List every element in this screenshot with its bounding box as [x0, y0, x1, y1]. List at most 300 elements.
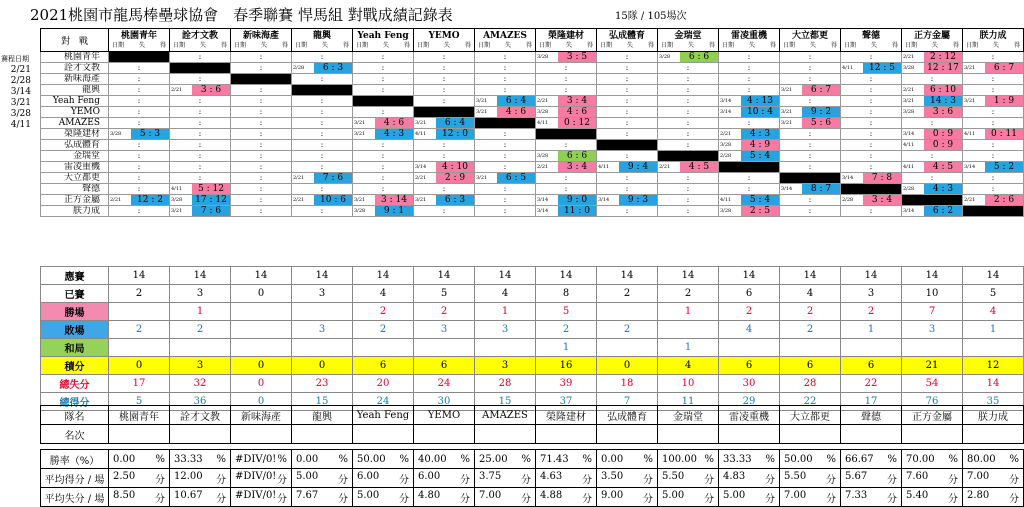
matrix-cell [658, 184, 719, 195]
match-score: 6 : 7 [802, 85, 840, 95]
empty-score: : [930, 74, 934, 83]
stat-value [414, 339, 475, 357]
summary-value-wrap [597, 471, 657, 486]
matrix-cell [963, 129, 1024, 140]
empty-score: : [869, 74, 873, 83]
summary-unit: 分 [582, 474, 592, 486]
sub-label: 日期 [661, 42, 674, 49]
match-date: 4/11 [415, 131, 427, 137]
team-name: 榮隆建材 [547, 31, 584, 41]
empty-score: : [625, 129, 629, 138]
match-score: 5 : 12 [192, 184, 230, 194]
stat-value: 6 [841, 357, 902, 375]
team-name-cell: 朕力成 [963, 406, 1024, 425]
matrix-corner-label: 對 戰 [41, 29, 109, 52]
matrix-cell [170, 129, 231, 140]
summary-row [41, 469, 1024, 488]
match-score: 4 : 10 [436, 162, 474, 172]
match-score: 7 : 8 [863, 173, 901, 183]
sub-label: 日期 [966, 42, 979, 49]
empty-score: : [686, 96, 690, 105]
match-date: 4/11 [537, 120, 549, 126]
stat-value [170, 339, 231, 357]
matrix-cell [780, 74, 841, 85]
summary-value [231, 469, 292, 488]
summary-value-wrap [170, 454, 230, 465]
empty-score: : [686, 140, 690, 149]
matrix-cell [536, 74, 597, 85]
summary-value-wrap [719, 454, 779, 465]
summary-number: 50.00 [784, 453, 813, 465]
empty-score: : [381, 85, 385, 94]
sub-label: 失 [565, 42, 572, 49]
sub-label: 失 [626, 42, 633, 49]
empty-score: : [503, 206, 507, 215]
rank-cell [170, 425, 231, 444]
empty-score: : [320, 74, 324, 83]
stat-value [475, 339, 536, 357]
summary-value-wrap [902, 454, 962, 465]
sub-label: 日期 [600, 42, 613, 49]
stat-value: 30 [414, 393, 475, 411]
match-score: 5 : 2 [985, 162, 1023, 172]
matrix-cell [719, 173, 780, 184]
stat-value: 5 [963, 285, 1024, 303]
matrix-cell [475, 96, 536, 107]
empty-score: : [564, 184, 568, 193]
empty-score: : [991, 85, 995, 94]
match-date: 4/11 [903, 164, 915, 170]
empty-score: : [442, 52, 446, 61]
stat-value: 3 [841, 285, 902, 303]
summary-value [841, 450, 902, 469]
match-date: 3/14 [720, 109, 732, 115]
date-item: 3/28 [10, 109, 31, 119]
empty-score: : [259, 184, 263, 193]
empty-score: : [381, 173, 385, 182]
team-name: 龍興 [312, 31, 331, 41]
score-cell [780, 184, 840, 194]
match-date: 3/28 [903, 65, 915, 71]
team-row-label: YEMO [41, 107, 109, 118]
score-cell [536, 162, 596, 172]
team-name-cell: 雷凌重機 [719, 406, 780, 425]
score-cell [963, 96, 1023, 106]
team-name-label: 隊名 [41, 406, 109, 425]
team-name: 新味海產 [242, 31, 279, 41]
sub-label: 日期 [722, 42, 735, 49]
empty-score: : [320, 107, 324, 116]
match-score: 4 : 9 [741, 140, 779, 150]
stat-value: 14 [963, 267, 1024, 285]
summary-unit: 分 [765, 493, 775, 505]
stat-value: 28 [780, 375, 841, 393]
stat-value: 14 [231, 267, 292, 285]
stat-value: 4 [658, 357, 719, 375]
summary-unit: % [155, 453, 165, 465]
empty-score: : [259, 129, 263, 138]
matrix-cell [841, 173, 902, 184]
matrix-cell [841, 162, 902, 173]
matrix-cell [292, 151, 353, 162]
stat-value [597, 339, 658, 357]
summary-unit: % [521, 453, 531, 465]
matrix-cell [597, 107, 658, 118]
score-cell [902, 184, 962, 194]
matrix-row [41, 173, 1024, 184]
matrix-cell [414, 140, 475, 151]
team-name: 正方金屬 [913, 31, 950, 41]
matrix-cell [658, 173, 719, 184]
score-cell [963, 63, 1023, 73]
matrix-cell [536, 96, 597, 107]
matrix-cell [719, 85, 780, 96]
empty-score: : [381, 63, 385, 72]
team-name-cell: 龍興 [292, 406, 353, 425]
self-match-cell [292, 85, 353, 96]
match-date: 3/14 [537, 208, 549, 214]
stat-value: 4 [475, 285, 536, 303]
matrix-row [41, 140, 1024, 151]
empty-score: : [503, 195, 507, 204]
matrix-cell [353, 52, 414, 63]
match-score: 0 : 9 [924, 129, 962, 139]
stat-value: 0 [231, 375, 292, 393]
matrix-cell [963, 195, 1024, 206]
score-cell [780, 107, 840, 117]
summary-value-wrap [536, 454, 596, 465]
matrix-cell [719, 184, 780, 195]
empty-score: : [869, 206, 873, 215]
sub-labels [719, 42, 779, 50]
matrix-cell [170, 206, 231, 217]
self-match-cell [414, 107, 475, 118]
summary-unit: % [887, 453, 897, 465]
summary-number: 0.00 [296, 453, 319, 465]
team-column-header [414, 29, 475, 52]
match-date: 2/21 [110, 197, 122, 203]
sub-label: 日期 [539, 42, 552, 49]
matrix-cell [841, 129, 902, 140]
score-cell [353, 118, 413, 128]
summary-unit: 分 [948, 474, 958, 486]
stat-value: 5 [414, 285, 475, 303]
self-match-cell [353, 96, 414, 107]
stat-value: 2 [109, 285, 170, 303]
empty-score: : [747, 173, 751, 182]
team-name-cell: 金瑞堂 [658, 406, 719, 425]
sub-labels [414, 42, 474, 50]
summary-unit: % [1009, 453, 1019, 465]
match-date: 2/21 [720, 131, 732, 137]
team-name-cell: Yeah Feng [353, 406, 414, 425]
match-score: 6 : 5 [497, 173, 535, 183]
stat-value: 14 [658, 267, 719, 285]
matrix-cell [353, 118, 414, 129]
stat-label: 和局 [41, 339, 109, 357]
matrix-cell [902, 63, 963, 74]
summary-count: 15隊 / 105場次 [615, 11, 687, 22]
stat-value [353, 339, 414, 357]
empty-score: : [808, 74, 812, 83]
empty-score: : [625, 63, 629, 72]
stat-value: 14 [963, 375, 1024, 393]
matrix-cell [475, 129, 536, 140]
stat-value: 2 [414, 303, 475, 321]
matrix-cell [170, 85, 231, 96]
stat-value: 54 [902, 375, 963, 393]
summary-value-wrap [963, 471, 1023, 486]
matrix-cell [292, 184, 353, 195]
matrix-cell [902, 151, 963, 162]
sub-label: 得 [159, 42, 166, 49]
match-score: 6 : 10 [924, 85, 962, 95]
empty-score: : [808, 96, 812, 105]
sub-label: 失 [992, 42, 999, 49]
empty-score: : [747, 184, 751, 193]
matrix-cell [597, 151, 658, 162]
matrix-cell [170, 74, 231, 85]
summary-value-wrap [231, 490, 291, 505]
summary-value [780, 450, 841, 469]
match-score: 0 : 11 [985, 129, 1023, 139]
summary-value-wrap [353, 471, 413, 486]
matrix-cell [841, 52, 902, 63]
empty-score: : [137, 96, 141, 105]
match-date: 2/21 [537, 98, 549, 104]
summary-number: 5.50 [662, 470, 685, 482]
summary-number: 5.67 [845, 470, 868, 482]
stat-value: 12 [963, 357, 1024, 375]
date-item: 2/28 [10, 76, 31, 86]
summary-value-wrap [353, 490, 413, 505]
stat-value: 20 [353, 375, 414, 393]
match-date: 3/28 [354, 208, 366, 214]
sub-label: 日期 [234, 42, 247, 49]
summary-unit: 分 [887, 474, 897, 486]
matrix-cell [902, 206, 963, 217]
match-score: 4 : 6 [375, 118, 413, 128]
team-column-header [536, 29, 597, 52]
sub-label: 得 [708, 42, 715, 49]
matrix-cell [231, 195, 292, 206]
stat-value [963, 339, 1024, 357]
empty-score: : [625, 184, 629, 193]
summary-value [475, 450, 536, 469]
stat-value: 10 [658, 375, 719, 393]
sub-label: 失 [443, 42, 450, 49]
stat-value: 23 [292, 375, 353, 393]
team-column-header [475, 29, 536, 52]
empty-score: : [686, 85, 690, 94]
matrix-cell [414, 52, 475, 63]
empty-score: : [869, 129, 873, 138]
empty-score: : [808, 140, 812, 149]
matrix-cell [292, 74, 353, 85]
stat-value: 3 [902, 321, 963, 339]
matrix-cell [353, 162, 414, 173]
summary-value-wrap [719, 490, 779, 505]
sub-label: 失 [504, 42, 511, 49]
match-date: 3/21 [415, 120, 427, 126]
sub-label: 得 [769, 42, 776, 49]
empty-score: : [625, 85, 629, 94]
score-cell [475, 173, 535, 183]
matrix-cell [719, 151, 780, 162]
matrix-cell [231, 151, 292, 162]
match-date: 3/21 [964, 98, 976, 104]
stat-value: 1 [963, 321, 1024, 339]
matrix-row [41, 107, 1024, 118]
matrix-cell [536, 52, 597, 63]
match-score: 4 : 6 [497, 107, 535, 117]
stat-value: 4 [719, 321, 780, 339]
score-cell [536, 151, 596, 161]
summary-number: #DIV/0! [235, 453, 277, 465]
score-cell [902, 63, 962, 73]
matrix-cell [780, 129, 841, 140]
sub-label: 得 [647, 42, 654, 49]
empty-score: : [442, 74, 446, 83]
matrix-cell [353, 63, 414, 74]
score-cell [963, 162, 1023, 172]
empty-score: : [686, 184, 690, 193]
summary-value-wrap [109, 471, 169, 486]
team-column-header [231, 29, 292, 52]
matrix-cell [841, 140, 902, 151]
summary-number: 3.50 [601, 470, 624, 482]
matrix-cell [780, 151, 841, 162]
match-score: 12 : 2 [131, 195, 169, 205]
matrix-cell [292, 52, 353, 63]
matrix-row [41, 184, 1024, 195]
matrix-cell [231, 184, 292, 195]
sub-labels [231, 42, 291, 50]
empty-score: : [259, 118, 263, 127]
empty-score: : [320, 118, 324, 127]
summary-value [414, 450, 475, 469]
dates-header: 賽程日期 [1, 55, 29, 63]
summary-number: 6.00 [357, 470, 380, 482]
summary-value-wrap [536, 471, 596, 486]
summary-value-wrap [292, 454, 352, 465]
empty-score: : [442, 184, 446, 193]
matrix-cell [597, 63, 658, 74]
matrix-cell [353, 195, 414, 206]
summary-unit: 分 [887, 493, 897, 505]
team-name-cell: 新味海產 [231, 406, 292, 425]
empty-score: : [564, 85, 568, 94]
matrix-cell [414, 118, 475, 129]
self-match-cell [170, 63, 231, 74]
rank-row [41, 425, 1024, 444]
empty-score: : [625, 52, 629, 61]
empty-score: : [625, 173, 629, 182]
match-score: 6 : 3 [436, 195, 474, 205]
matrix-cell [292, 118, 353, 129]
stat-row [41, 303, 1024, 321]
match-date: 3/21 [903, 98, 915, 104]
match-score: 5 : 3 [131, 129, 169, 139]
stat-value: 14 [414, 267, 475, 285]
match-date: 3/21 [354, 197, 366, 203]
matrix-cell [780, 63, 841, 74]
team-column-header [292, 29, 353, 52]
matrix-cell [475, 151, 536, 162]
matrix-cell [292, 107, 353, 118]
summary-label: 平均失分 / 場 [41, 488, 109, 507]
page-title: 2021桃園市龍馬棒壘球協會 春季聯賽 悍馬組 對戰成績記錄表 [30, 6, 453, 24]
score-cell [353, 129, 413, 139]
empty-score: : [442, 96, 446, 105]
empty-score: : [625, 107, 629, 116]
stat-value [658, 321, 719, 339]
score-cell [902, 52, 962, 62]
stat-label: 已賽 [41, 285, 109, 303]
summary-value-wrap [292, 471, 352, 486]
summary-value [353, 469, 414, 488]
match-score: 9 : 4 [619, 162, 657, 172]
matrix-cell [231, 129, 292, 140]
summary-number: 7.33 [845, 489, 868, 501]
stat-value: 32 [170, 375, 231, 393]
stat-value: 2 [719, 303, 780, 321]
summary-unit: 分 [1009, 474, 1019, 486]
score-cell [902, 96, 962, 106]
team-row-label: 正方金屬 [41, 195, 109, 206]
match-score: 9 : 1 [375, 206, 413, 216]
empty-score: : [808, 162, 812, 171]
team-column-header [170, 29, 231, 52]
matrix-cell [963, 162, 1024, 173]
summary-value [902, 450, 963, 469]
matrix-cell [353, 206, 414, 217]
stat-value: 3 [475, 321, 536, 339]
stat-row [41, 375, 1024, 393]
match-date: 2/28 [293, 65, 305, 71]
matrix-cell [963, 63, 1024, 74]
empty-score: : [259, 140, 263, 149]
team-column-header [109, 29, 170, 52]
score-cell [658, 162, 718, 172]
stat-label: 總失分 [41, 375, 109, 393]
match-score: 3 : 6 [192, 85, 230, 95]
empty-score: : [381, 74, 385, 83]
summary-value [292, 469, 353, 488]
empty-score: : [259, 107, 263, 116]
summary-value-wrap [353, 454, 413, 465]
match-date: 2/21 [903, 54, 915, 60]
summary-number: 0.00 [601, 453, 624, 465]
stat-label: 勝場 [41, 303, 109, 321]
matrix-cell [292, 96, 353, 107]
sub-label: 日期 [112, 42, 125, 49]
stat-value [231, 303, 292, 321]
matrix-cell [109, 140, 170, 151]
matrix-cell [353, 173, 414, 184]
empty-score: : [381, 107, 385, 116]
matrix-cell [963, 173, 1024, 184]
summary-unit: 分 [155, 474, 165, 486]
summary-value [597, 450, 658, 469]
stat-value: 2 [597, 321, 658, 339]
empty-score: : [320, 151, 324, 160]
empty-score: : [137, 74, 141, 83]
sub-label: 得 [1013, 42, 1020, 49]
empty-score: : [991, 184, 995, 193]
empty-score: : [564, 140, 568, 149]
summary-number: 33.33 [723, 453, 752, 465]
